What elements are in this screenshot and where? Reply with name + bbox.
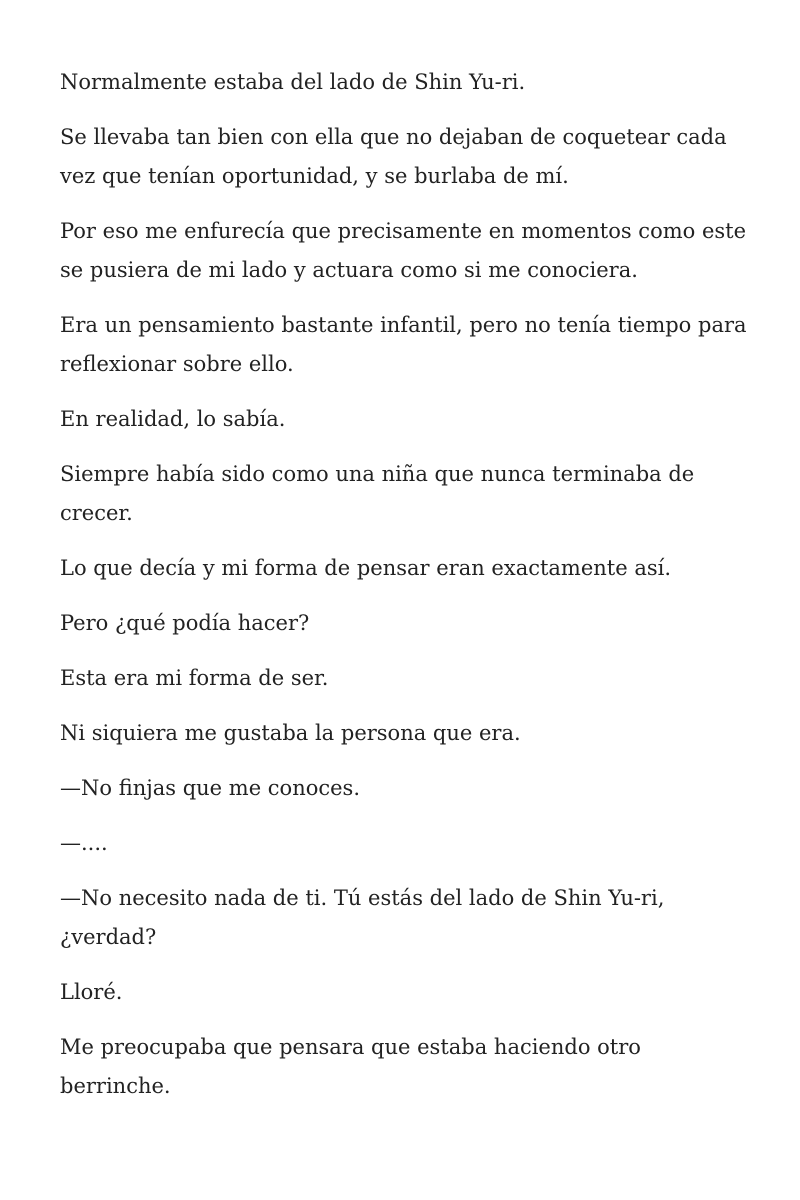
- paragraph: Lo que decía y mi forma de pensar eran exactamente así.: [60, 556, 672, 580]
- paragraph: Lloré.: [60, 980, 123, 1004]
- paragraph: Normalmente estaba del lado de Shin Yu-ri.: [60, 70, 526, 94]
- paragraph: En realidad, lo sabía.: [60, 407, 286, 431]
- paragraph: Era un pensamiento bastante infantil, pero no tenía tiempo para reflexionar sobre ello.: [60, 313, 747, 376]
- paragraph: Siempre había sido como una niña que nunca terminaba de crecer.: [60, 462, 695, 525]
- paragraph: Esta era mi forma de ser.: [60, 666, 329, 690]
- paragraph: —No necesito nada de ti. Tú estás del lado de Shin Yu-ri, ¿verdad?: [60, 886, 665, 949]
- paragraph: Ni siquiera me gustaba la persona que era.: [60, 721, 521, 745]
- document-page: [60, 63, 750, 1122]
- paragraph: Se llevaba tan bien con ella que no dejaban de coquetear cada vez que tenían oportunidad, y se burlaba de mí.: [60, 125, 727, 188]
- paragraph: Pero ¿qué podía hacer?: [60, 611, 310, 635]
- paragraph: Por eso me enfurecía que precisamente en momentos como este se pusiera de mi lado y actuara como si me conociera.: [60, 219, 747, 282]
- paragraph: —....: [60, 831, 108, 855]
- paragraph: —No finjas que me conoces.: [60, 776, 361, 800]
- paragraph: Me preocupaba que pensara que estaba haciendo otro berrinche.: [60, 1035, 641, 1098]
